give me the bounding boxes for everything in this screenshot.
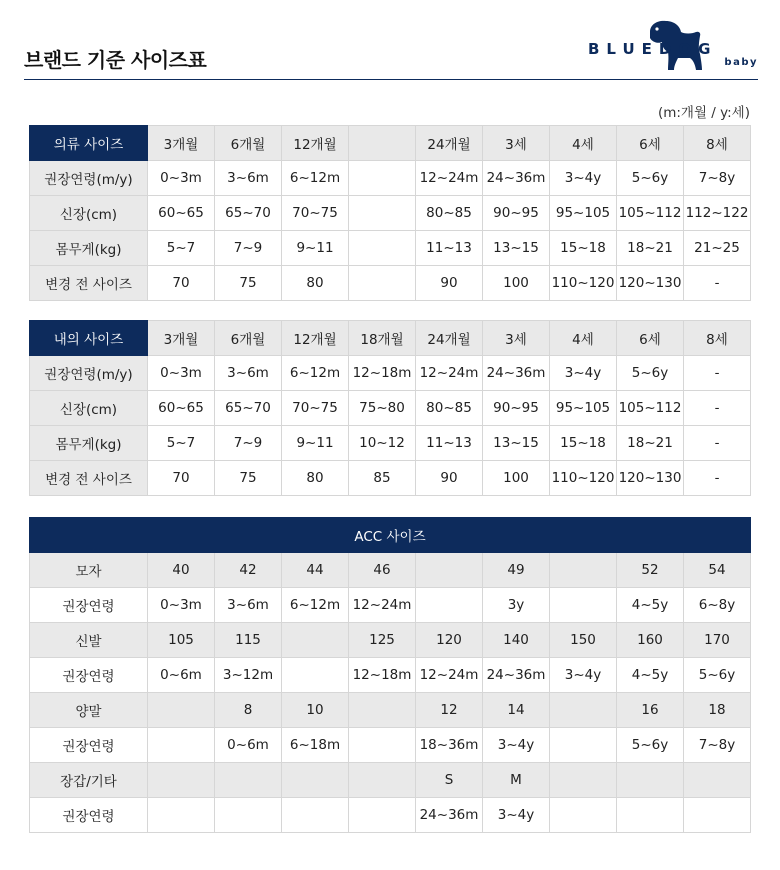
table-cell: 18~36m: [416, 728, 483, 763]
table-cell: 12: [416, 693, 483, 728]
brand-logo: [588, 16, 760, 76]
table-cell: 105~112: [617, 391, 684, 426]
acc-size-table: [29, 517, 751, 833]
table-cell: 49: [483, 553, 550, 588]
table-cell: 15~18: [550, 231, 617, 266]
row-label: 모자: [30, 553, 148, 588]
table-row: [30, 763, 751, 798]
table-cell: 90~95: [483, 196, 550, 231]
size-header-cell: 6개월: [215, 321, 282, 356]
title-divider: [24, 79, 758, 80]
table-cell: [684, 798, 751, 833]
table-cell: [416, 553, 483, 588]
table-cell: [282, 623, 349, 658]
size-header-cell: 4세: [550, 126, 617, 161]
table-row: [30, 196, 751, 231]
table-cell: 12~24m: [416, 658, 483, 693]
table-cell: 18~21: [617, 231, 684, 266]
table-cell: [282, 658, 349, 693]
table-cell: [349, 266, 416, 301]
table-cell: 70~75: [282, 391, 349, 426]
table-cell: 15~18: [550, 426, 617, 461]
table-cell: [349, 161, 416, 196]
table-cell: 75: [215, 461, 282, 496]
table-cell: 13~15: [483, 231, 550, 266]
size-header-cell: 3개월: [148, 126, 215, 161]
table-cell: [617, 798, 684, 833]
size-header-cell: 6세: [617, 321, 684, 356]
table-row: [30, 623, 751, 658]
table-cell: 70: [148, 461, 215, 496]
table-cell: 75~80: [349, 391, 416, 426]
table-cell: -: [684, 266, 751, 301]
row-label: 장갑/기타: [30, 763, 148, 798]
table-header-row: [30, 518, 751, 553]
table-cell: 3~4y: [483, 728, 550, 763]
table-cell: 100: [483, 461, 550, 496]
table-cell: 9~11: [282, 426, 349, 461]
table-cell: 9~11: [282, 231, 349, 266]
table-cell: 18: [684, 693, 751, 728]
table-cell: 90: [416, 266, 483, 301]
table-cell: 105~112: [617, 196, 684, 231]
table-cell: 0~3m: [148, 161, 215, 196]
table-cell: 60~65: [148, 196, 215, 231]
table-cell: [282, 798, 349, 833]
table-cell: 105: [148, 623, 215, 658]
size-header-cell: 3세: [483, 126, 550, 161]
table-cell: 125: [349, 623, 416, 658]
size-header-cell: 24개월: [416, 126, 483, 161]
size-header-cell: 3세: [483, 321, 550, 356]
unit-note: (m:개월 / y:세): [657, 105, 750, 121]
table-cell: 5~6y: [684, 658, 751, 693]
table-cell: 90~95: [483, 391, 550, 426]
table-cell: 110~120: [550, 461, 617, 496]
table-row: [30, 693, 751, 728]
table-cell: 5~7: [148, 426, 215, 461]
table-row: [30, 391, 751, 426]
size-header-cell: 18개월: [349, 321, 416, 356]
table-row: [30, 426, 751, 461]
category-cell: 의류 사이즈: [30, 126, 148, 161]
row-label: 양말: [30, 693, 148, 728]
row-label: 권장연령: [30, 588, 148, 623]
table-cell: 115: [215, 623, 282, 658]
table-cell: 80: [282, 461, 349, 496]
table-cell: 16: [617, 693, 684, 728]
table-cell: [148, 693, 215, 728]
table-cell: [550, 693, 617, 728]
table-cell: 3~6m: [215, 161, 282, 196]
table-cell: 65~70: [215, 196, 282, 231]
table-cell: 24~36m: [483, 658, 550, 693]
table-cell: S: [416, 763, 483, 798]
table-cell: -: [684, 356, 751, 391]
table-cell: 7~9: [215, 231, 282, 266]
table-cell: 6~12m: [282, 356, 349, 391]
row-label: 몸무게(kg): [30, 426, 148, 461]
table-cell: 12~24m: [416, 356, 483, 391]
table-cell: 80~85: [416, 196, 483, 231]
table-cell: -: [684, 391, 751, 426]
table-cell: 6~18m: [282, 728, 349, 763]
row-label: 변경 전 사이즈: [30, 461, 148, 496]
table-cell: 14: [483, 693, 550, 728]
table-header-row: [30, 126, 751, 161]
table-cell: [684, 763, 751, 798]
table-cell: 4~5y: [617, 588, 684, 623]
table-cell: 150: [550, 623, 617, 658]
page-title: 브랜드 기준 사이즈표: [24, 48, 207, 72]
table-cell: 3~4y: [550, 161, 617, 196]
row-label: 신장(cm): [30, 391, 148, 426]
table-cell: 12~24m: [349, 588, 416, 623]
table-cell: 24~36m: [483, 356, 550, 391]
table-cell: 112~122: [684, 196, 751, 231]
table-cell: 3~12m: [215, 658, 282, 693]
table-cell: 75: [215, 266, 282, 301]
table-cell: 40: [148, 553, 215, 588]
table-cell: 0~3m: [148, 588, 215, 623]
table-row: [30, 461, 751, 496]
size-header-cell: 6세: [617, 126, 684, 161]
table-cell: [416, 588, 483, 623]
table-cell: 3~6m: [215, 588, 282, 623]
table-cell: [349, 693, 416, 728]
table-cell: [617, 763, 684, 798]
table-cell: 13~15: [483, 426, 550, 461]
table-cell: 120~130: [617, 461, 684, 496]
table-cell: 44: [282, 553, 349, 588]
row-label: 변경 전 사이즈: [30, 266, 148, 301]
table-cell: 170: [684, 623, 751, 658]
table-cell: 5~6y: [617, 728, 684, 763]
table-cell: [349, 798, 416, 833]
size-header-cell: 8세: [684, 321, 751, 356]
logo-wordmark: BLUEDOG: [588, 40, 718, 58]
table-cell: 110~120: [550, 266, 617, 301]
table-cell: 0~6m: [148, 658, 215, 693]
table-cell: 12~24m: [416, 161, 483, 196]
table-cell: 12~18m: [349, 356, 416, 391]
table-cell: 6~12m: [282, 161, 349, 196]
table-cell: 46: [349, 553, 416, 588]
table-cell: 100: [483, 266, 550, 301]
row-label: 권장연령: [30, 658, 148, 693]
table-cell: 21~25: [684, 231, 751, 266]
size-header-cell: 24개월: [416, 321, 483, 356]
table-cell: 8: [215, 693, 282, 728]
table-cell: 10~12: [349, 426, 416, 461]
table-cell: 3y: [483, 588, 550, 623]
table-cell: [550, 728, 617, 763]
table-cell: [148, 763, 215, 798]
table-cell: [550, 798, 617, 833]
category-cell: 내의 사이즈: [30, 321, 148, 356]
table-header-row: [30, 321, 751, 356]
table-cell: 11~13: [416, 426, 483, 461]
table-cell: 7~9: [215, 426, 282, 461]
table-cell: 54: [684, 553, 751, 588]
table-row: [30, 231, 751, 266]
size-header-cell: [349, 126, 416, 161]
table-cell: [550, 553, 617, 588]
table-cell: 52: [617, 553, 684, 588]
table-row: [30, 728, 751, 763]
table-cell: 24~36m: [483, 161, 550, 196]
table-cell: 90: [416, 461, 483, 496]
table-cell: 18~21: [617, 426, 684, 461]
table-cell: 5~6y: [617, 161, 684, 196]
acc-title: ACC 사이즈: [30, 518, 751, 553]
table-cell: 0~6m: [215, 728, 282, 763]
table-cell: [349, 231, 416, 266]
size-header-cell: 8세: [684, 126, 751, 161]
table-cell: 3~4y: [483, 798, 550, 833]
table-row: [30, 356, 751, 391]
table-cell: [349, 196, 416, 231]
table-row: [30, 588, 751, 623]
table-cell: [349, 728, 416, 763]
table-cell: 120~130: [617, 266, 684, 301]
logo-subtext: baby: [724, 57, 758, 68]
table-cell: 11~13: [416, 231, 483, 266]
table-cell: 70: [148, 266, 215, 301]
table-cell: 120: [416, 623, 483, 658]
table-cell: 160: [617, 623, 684, 658]
table-cell: [349, 763, 416, 798]
table-cell: 95~105: [550, 391, 617, 426]
table-cell: -: [684, 426, 751, 461]
table-cell: M: [483, 763, 550, 798]
table-cell: 12~18m: [349, 658, 416, 693]
row-label: 권장연령: [30, 728, 148, 763]
table-cell: 24~36m: [416, 798, 483, 833]
table-row: [30, 553, 751, 588]
table-cell: 5~6y: [617, 356, 684, 391]
table-cell: [550, 588, 617, 623]
table-cell: 140: [483, 623, 550, 658]
table-row: [30, 658, 751, 693]
row-label: 권장연령(m/y): [30, 161, 148, 196]
table-cell: [550, 763, 617, 798]
table-cell: 10: [282, 693, 349, 728]
table-cell: 65~70: [215, 391, 282, 426]
table-cell: 3~4y: [550, 658, 617, 693]
size-header-cell: 6개월: [215, 126, 282, 161]
table-cell: 0~3m: [148, 356, 215, 391]
row-label: 몸무게(kg): [30, 231, 148, 266]
table-cell: [282, 763, 349, 798]
row-label: 신발: [30, 623, 148, 658]
table-cell: 6~12m: [282, 588, 349, 623]
table-cell: 80~85: [416, 391, 483, 426]
table-cell: 5~7: [148, 231, 215, 266]
table-row: [30, 266, 751, 301]
row-label: 권장연령: [30, 798, 148, 833]
innerwear-size-table: [29, 320, 751, 496]
table-cell: [215, 763, 282, 798]
table-cell: 3~4y: [550, 356, 617, 391]
table-cell: 95~105: [550, 196, 617, 231]
table-cell: 60~65: [148, 391, 215, 426]
size-header-cell: 3개월: [148, 321, 215, 356]
size-header-cell: 12개월: [282, 321, 349, 356]
table-cell: 3~6m: [215, 356, 282, 391]
table-cell: 7~8y: [684, 161, 751, 196]
table-cell: 6~8y: [684, 588, 751, 623]
table-cell: 85: [349, 461, 416, 496]
table-cell: [215, 798, 282, 833]
size-header-cell: 4세: [550, 321, 617, 356]
size-header-cell: 12개월: [282, 126, 349, 161]
clothing-size-table: [29, 125, 751, 301]
row-label: 권장연령(m/y): [30, 356, 148, 391]
table-cell: 70~75: [282, 196, 349, 231]
table-cell: 7~8y: [684, 728, 751, 763]
table-cell: [148, 728, 215, 763]
row-label: 신장(cm): [30, 196, 148, 231]
table-cell: 4~5y: [617, 658, 684, 693]
table-cell: [148, 798, 215, 833]
table-row: [30, 798, 751, 833]
table-cell: 42: [215, 553, 282, 588]
table-cell: -: [684, 461, 751, 496]
table-cell: 80: [282, 266, 349, 301]
table-row: [30, 161, 751, 196]
